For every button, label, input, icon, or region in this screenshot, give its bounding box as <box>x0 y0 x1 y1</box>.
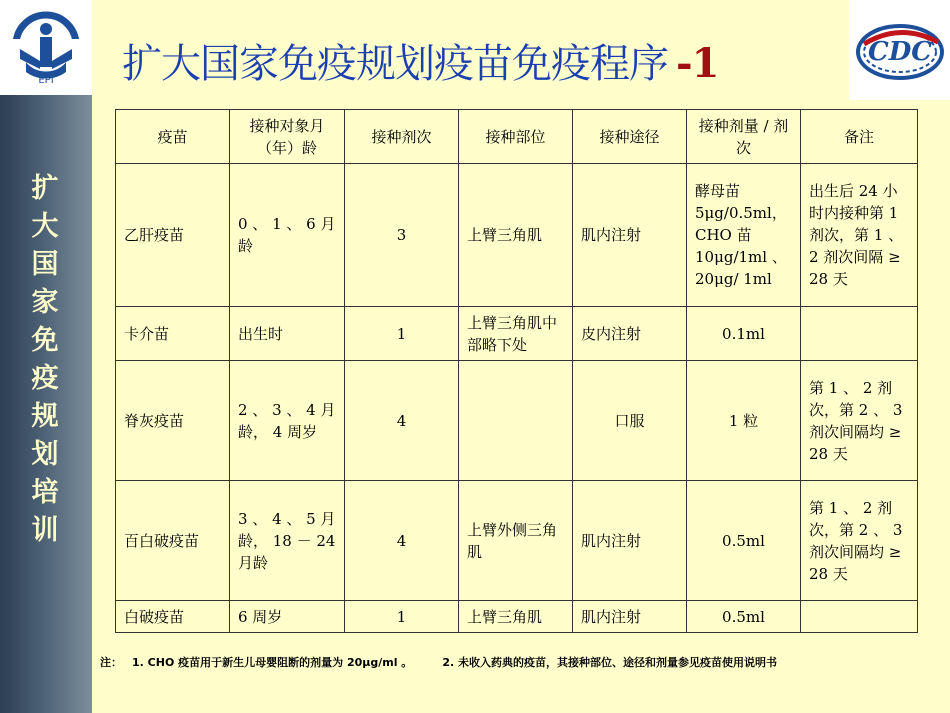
cell-site: 上臂三角肌中部略下处 <box>459 307 573 361</box>
cell-site <box>459 361 573 481</box>
header-age: 接种对象月（年）龄 <box>230 110 345 164</box>
header-site: 接种部位 <box>459 110 573 164</box>
page-title-text: 扩大国家免疫规划疫苗免疫程序 <box>122 41 668 87</box>
table-row <box>116 601 918 633</box>
cell-doses: 3 <box>345 164 459 307</box>
cell-route: 口服 <box>573 361 687 481</box>
cell-dose-amount: 酵母苗 5μg/0.5ml，CHO 苗 10μg/1ml 、 20μg/ 1ml <box>687 164 801 307</box>
cell-doses: 1 <box>345 601 459 633</box>
cell-age: 6 周岁 <box>230 601 345 633</box>
page-title <box>122 38 847 90</box>
vertical-title-char: 家 <box>31 287 59 318</box>
cell-site: 上臂三角肌 <box>459 164 573 307</box>
table-row <box>116 307 918 361</box>
vertical-title-char: 训 <box>31 515 59 546</box>
epi-logo-icon <box>10 9 82 87</box>
footnote-prefix: 注： <box>100 656 122 669</box>
cell-remark: 第 1 、 2 剂次，第 2 、 3 剂次间隔均 ≥ 28 天 <box>801 361 918 481</box>
footnote-2: 2. 未收入药典的疫苗，其接种部位、途径和剂量参见疫苗使用说明书 <box>442 656 777 669</box>
cell-dose-amount: 0.1ml <box>687 307 801 361</box>
vertical-title-char: 疫 <box>31 363 59 394</box>
cdc-logo-text: CDC <box>867 37 932 67</box>
epi-logo <box>0 0 92 95</box>
footnote-1: 1. CHO 疫苗用于新生儿母婴阻断的剂量为 20μg/ml 。 <box>132 656 413 669</box>
cell-dose-amount: 1 粒 <box>687 361 801 481</box>
vertical-title-char: 划 <box>31 439 59 470</box>
cell-dose-amount: 0.5ml <box>687 601 801 633</box>
page-title-suffix: -1 <box>676 40 719 87</box>
cdc-logo <box>849 0 950 100</box>
header-vaccine: 疫苗 <box>116 110 230 164</box>
cell-age: 0 、 1 、 6 月龄 <box>230 164 345 307</box>
cell-age: 3 、 4 、 5 月龄， 18 － 24 月龄 <box>230 481 345 601</box>
cell-vaccine: 卡介苗 <box>116 307 230 361</box>
cell-remark <box>801 307 918 361</box>
table-header-row <box>116 110 918 164</box>
vertical-title-char: 国 <box>31 249 59 280</box>
cell-route: 肌内注射 <box>573 481 687 601</box>
epi-logo-text: EPI <box>38 74 54 86</box>
cell-doses: 4 <box>345 361 459 481</box>
cell-route: 肌内注射 <box>573 601 687 633</box>
cell-doses: 1 <box>345 307 459 361</box>
vertical-title <box>20 170 70 550</box>
vertical-title-char: 规 <box>31 401 59 432</box>
cdc-logo-icon <box>854 14 946 86</box>
vertical-title-char: 大 <box>31 211 59 242</box>
footnote <box>100 654 945 670</box>
cell-vaccine: 百白破疫苗 <box>116 481 230 601</box>
table-row <box>116 361 918 481</box>
header-doses: 接种剂次 <box>345 110 459 164</box>
header-remark: 备注 <box>801 110 918 164</box>
cell-doses: 4 <box>345 481 459 601</box>
cell-site: 上臂三角肌 <box>459 601 573 633</box>
header-route: 接种途径 <box>573 110 687 164</box>
sidebar <box>0 0 92 713</box>
cell-remark: 出生后 24 小时内接种第 1 剂次，第 1 、 2 剂次间隔 ≥ 28 天 <box>801 164 918 307</box>
cell-vaccine: 乙肝疫苗 <box>116 164 230 307</box>
cell-age: 2 、 3 、 4 月龄， 4 周岁 <box>230 361 345 481</box>
cell-remark: 第 1 、 2 剂次，第 2 、 3 剂次间隔均 ≥ 28 天 <box>801 481 918 601</box>
cell-vaccine: 白破疫苗 <box>116 601 230 633</box>
cell-age: 出生时 <box>230 307 345 361</box>
vertical-title-char: 免 <box>31 325 59 356</box>
cell-site: 上臂外侧三角肌 <box>459 481 573 601</box>
cell-route: 肌内注射 <box>573 164 687 307</box>
vertical-title-char: 培 <box>31 477 59 508</box>
header-dose-amount: 接种剂量 / 剂次 <box>687 110 801 164</box>
cell-route: 皮内注射 <box>573 307 687 361</box>
vaccine-schedule-table <box>115 109 918 633</box>
vertical-title-char: 扩 <box>31 173 59 204</box>
cell-remark <box>801 601 918 633</box>
table-row <box>116 481 918 601</box>
table-row <box>116 164 918 307</box>
cell-vaccine: 脊灰疫苗 <box>116 361 230 481</box>
cell-dose-amount: 0.5ml <box>687 481 801 601</box>
